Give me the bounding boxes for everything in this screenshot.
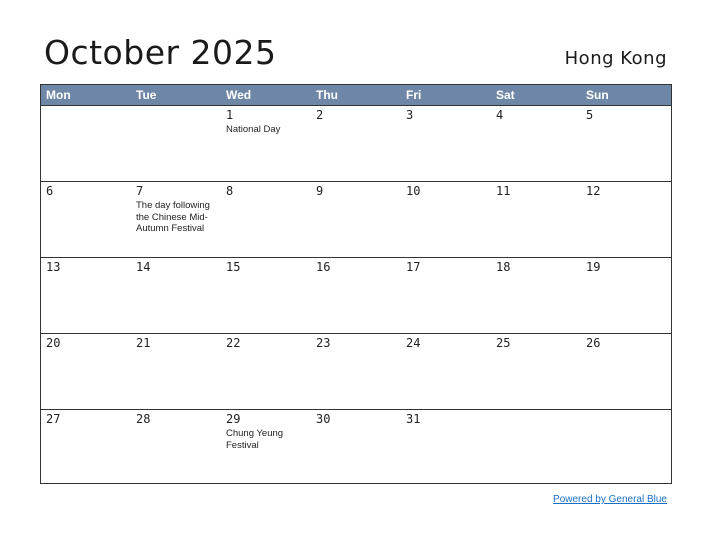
day-number: 14 (136, 260, 151, 274)
day-number: 22 (226, 336, 241, 350)
day-cell (491, 258, 581, 333)
powered-by-link[interactable]: Powered by General Blue (553, 494, 667, 505)
day-cell (581, 334, 671, 409)
day-cell (41, 106, 131, 181)
week-row (41, 410, 671, 486)
day-cell (311, 182, 401, 257)
day-cell (581, 182, 671, 257)
day-number: 13 (46, 260, 61, 274)
day-number: 7 (136, 184, 144, 198)
day-cell (401, 334, 491, 409)
week-row (41, 106, 671, 182)
day-number: 27 (46, 412, 61, 426)
weekday-wed: Wed (226, 88, 252, 102)
weekday-tue: Tue (136, 88, 157, 102)
day-number: 5 (586, 108, 594, 122)
page-title: October 2025 (44, 33, 277, 72)
day-number: 31 (406, 412, 421, 426)
day-cell (401, 182, 491, 257)
day-number: 21 (136, 336, 151, 350)
day-cell (131, 182, 221, 257)
day-cell (221, 334, 311, 409)
day-cell (221, 410, 311, 486)
day-cell (131, 410, 221, 486)
day-number: 12 (586, 184, 601, 198)
day-number: 2 (316, 108, 324, 122)
day-number: 17 (406, 260, 421, 274)
day-number: 11 (496, 184, 511, 198)
day-cell (491, 182, 581, 257)
day-cell (311, 410, 401, 486)
day-cell (581, 258, 671, 333)
day-number: 25 (496, 336, 511, 350)
week-row (41, 182, 671, 258)
day-cell (131, 106, 221, 181)
day-cell (41, 410, 131, 486)
day-cell (491, 106, 581, 181)
day-cell (131, 258, 221, 333)
day-number: 20 (46, 336, 61, 350)
holiday-label: The day following the Chinese Mid-Autumn Festival (136, 200, 210, 234)
day-cell (131, 334, 221, 409)
region-label: Hong Kong (564, 48, 667, 69)
day-number: 9 (316, 184, 324, 198)
day-number: 23 (316, 336, 331, 350)
week-row (41, 258, 671, 334)
day-number: 8 (226, 184, 234, 198)
weekday-fri: Fri (406, 88, 422, 102)
holiday-label: Chung Yeung Festival (226, 428, 284, 451)
day-cell (41, 334, 131, 409)
day-number: 24 (406, 336, 421, 350)
day-cell (401, 258, 491, 333)
day-number: 29 (226, 412, 241, 426)
weekday-sun: Sun (586, 88, 609, 102)
week-row (41, 334, 671, 410)
day-cell (221, 106, 311, 181)
day-cell (401, 106, 491, 181)
day-number: 6 (46, 184, 54, 198)
day-number: 26 (586, 336, 601, 350)
day-cell (401, 410, 491, 486)
day-cell (311, 334, 401, 409)
weekday-mon: Mon (46, 88, 71, 102)
day-cell (221, 182, 311, 257)
day-number: 15 (226, 260, 241, 274)
day-number: 28 (136, 412, 151, 426)
weekday-thu: Thu (316, 88, 338, 102)
weekday-header-row (41, 85, 671, 106)
day-number: 1 (226, 108, 234, 122)
day-number: 10 (406, 184, 421, 198)
day-cell (311, 258, 401, 333)
day-cell (491, 410, 581, 486)
holiday-label: National Day (226, 124, 281, 135)
day-number: 3 (406, 108, 414, 122)
weekday-sat: Sat (496, 88, 515, 102)
day-number: 16 (316, 260, 331, 274)
day-cell (311, 106, 401, 181)
day-cell (581, 106, 671, 181)
day-cell (491, 334, 581, 409)
calendar-grid (40, 84, 672, 484)
day-cell (41, 182, 131, 257)
day-number: 4 (496, 108, 504, 122)
day-number: 18 (496, 260, 511, 274)
day-cell (581, 410, 671, 486)
day-cell (221, 258, 311, 333)
day-number: 30 (316, 412, 331, 426)
day-cell (41, 258, 131, 333)
day-number: 19 (586, 260, 601, 274)
